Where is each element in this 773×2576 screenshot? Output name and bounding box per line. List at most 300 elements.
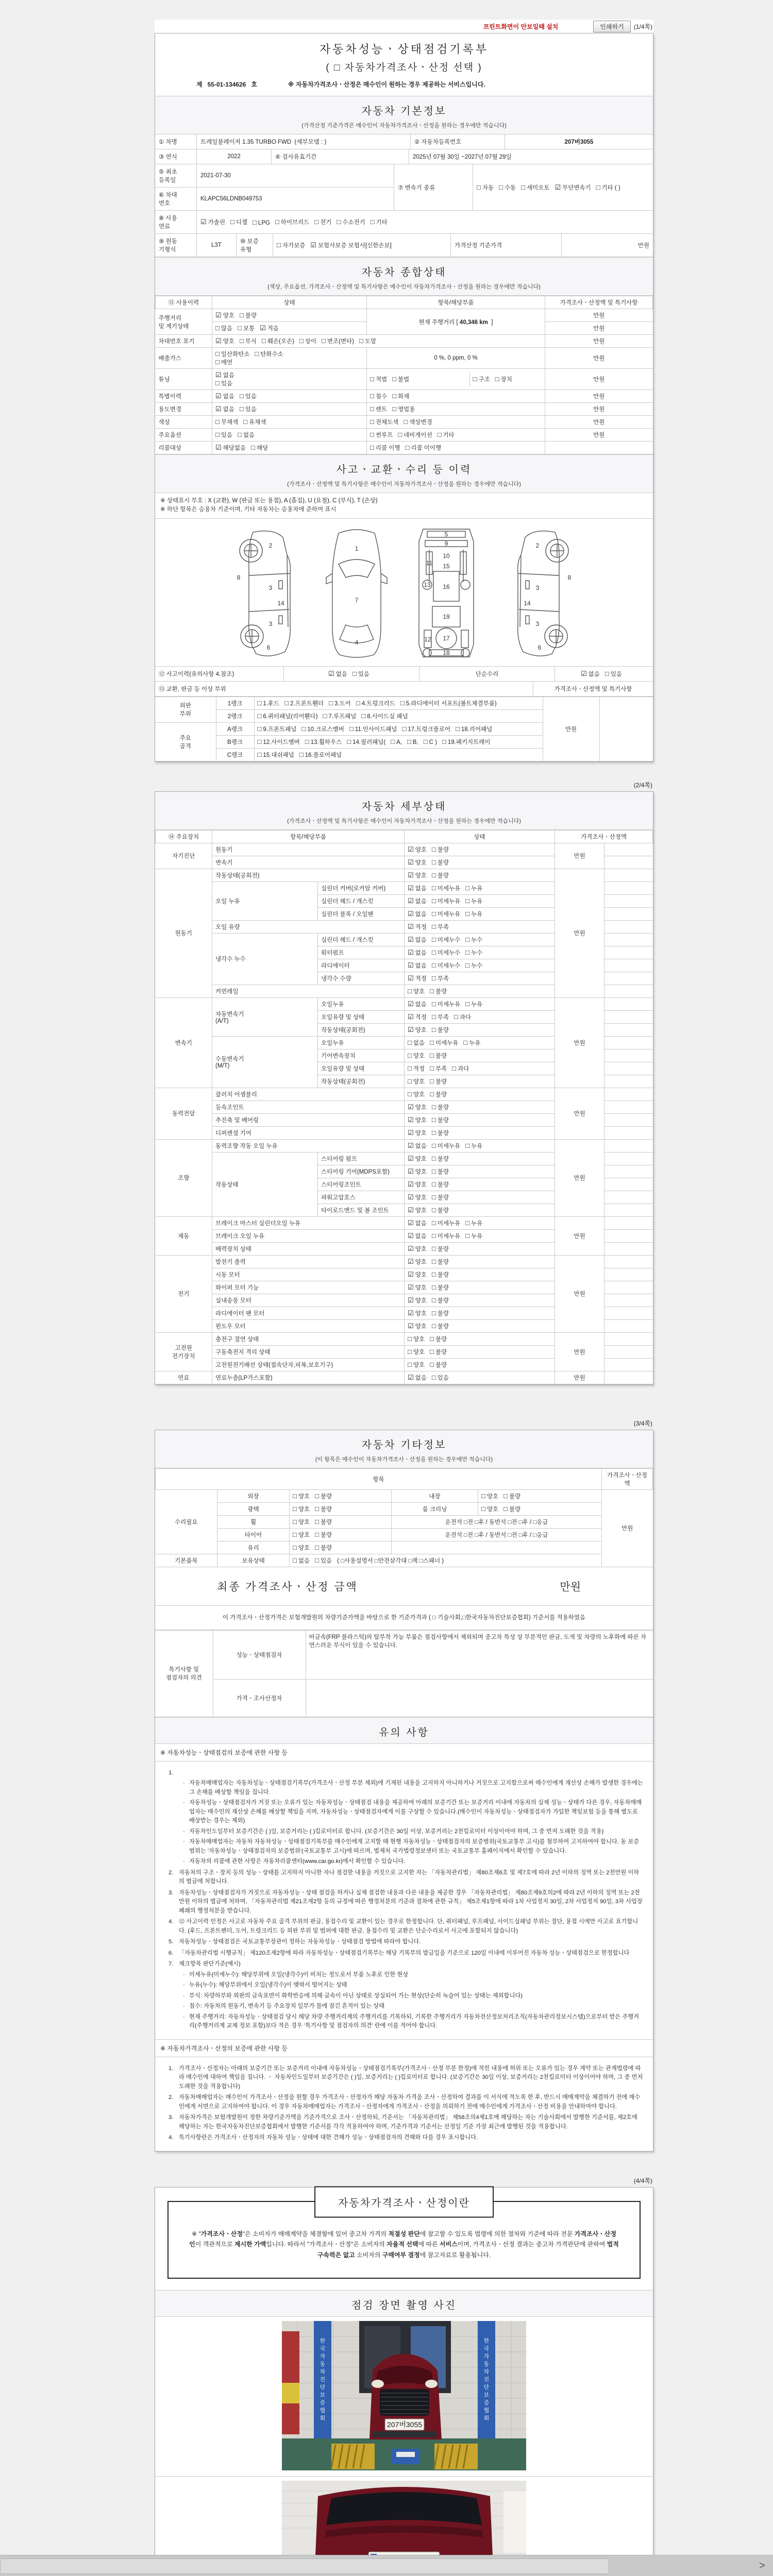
row-emission [156, 348, 653, 369]
row-label: 용도변경 [156, 403, 212, 416]
row-label: 배출가스 [156, 348, 212, 369]
price-cell: 만원 [555, 997, 604, 1088]
checkbox-unchecked: □ 수동 [499, 183, 516, 191]
svg-text:동: 동 [483, 2361, 490, 2368]
doc-no-suffix: 호 [251, 81, 257, 88]
diagram-number-13: 13 [424, 581, 431, 588]
field-label-year: ③ 연식 [155, 149, 197, 164]
legal-bullet: · 자동차성능ㆍ상태점검자가 거짓 또는 오류가 있는 자동차성능ㆍ상태점검 내용을 제공하여 아래의 보증기간 또는 보증거리 이내에 자동차의 실제 성능ㆍ상태가 다른 경우, 자동차매매업자는 매수인의 재산상 손해를 배상할 책임을 지며, 자동차성능ㆍ상태점검자에게 이를 구상할 수 있습니다.(매수인이 자동차성능ㆍ상태점검자가 가입한 책임보험 등을 통해 별도로 배상받는 경우는 제외) [183, 1800, 642, 1824]
checkbox-checked: ☑ 양호 [408, 1283, 427, 1291]
appraisal-cell [604, 1036, 653, 1049]
appraisal-cell [604, 843, 653, 856]
checkbox-unchecked: □ 불량 [315, 1492, 332, 1500]
checkbox-unchecked: □ 썬루프 [370, 431, 393, 438]
sub-item-label: 오일누유 [318, 997, 405, 1010]
checkbox-unchecked: □ 과다 [452, 1064, 469, 1072]
price-basis-note: 이 가격조사ㆍ산정가격은 보험개발원의 차량기준가액을 바탕으로 한 기준가격과 ( □ 기술사회,□한국자동차진단보증협회) 기준서를 적용하였음 [155, 1606, 653, 1630]
price-cell: 만원 [602, 1489, 653, 1567]
item-label: 윈도우 모터 [212, 1319, 405, 1332]
checkbox-checked: ☑ 없음 [408, 948, 427, 956]
checkbox-unchecked: □ 불량 [431, 1257, 449, 1265]
other-opts-a [290, 1502, 392, 1515]
appraisal-cell [604, 907, 653, 920]
checkbox-unchecked: □ 세미오토 [521, 183, 550, 191]
device-group-전기: 전기 [156, 1255, 212, 1332]
checkbox-unchecked: □ 불량 [431, 1206, 449, 1214]
doc-no: 55-01-134626 [207, 80, 246, 88]
diagram-number-14: 14 [277, 599, 284, 607]
diagram-number-7: 7 [355, 596, 359, 604]
appraisal-cell [604, 1371, 653, 1384]
checkbox-unchecked: □ 부족 [431, 974, 449, 982]
checkbox-unchecked: □ 양호 [408, 1347, 425, 1355]
simple-repair-opts [555, 667, 653, 682]
inspector-opinion: 비금속(FRP 플라스틱)의 탈부착 가능 부품은 점검사항에서 제외되며 중고차 특성 상 부분적인 판금, 도색 및 차량의 노후화에 따른 자연스러운 부식이 있을 수 있습니다. [306, 1630, 653, 1679]
col-header-price: 가격조사ㆍ산정액 및 특기사항 [545, 296, 653, 309]
item-label: 배력장치 상태 [212, 1242, 405, 1255]
diagram-number-3: 3 [535, 620, 540, 628]
appraisal-cell [604, 1088, 653, 1100]
row-label: 리콜대상 [156, 442, 212, 454]
recall-status [212, 442, 367, 454]
item-state [405, 1345, 555, 1358]
checkbox-unchecked: □ 보통 [238, 324, 255, 332]
checkbox-checked: ☑ 양호 [408, 1103, 427, 1111]
checkbox-checked: ☑ 양호 [408, 1321, 427, 1330]
checkbox-unchecked: □ 기타 ( ) [596, 183, 620, 191]
sub-item-label: 실린더 커버(로커암 커버) [318, 882, 405, 894]
diagram-number-6: 6 [266, 643, 271, 651]
checkbox-checked: ☑ 양호 [408, 1270, 427, 1278]
overall-header-row [156, 296, 653, 309]
appraiser-label: 가격ㆍ조사산정자 [213, 1679, 306, 1717]
appraisal-cell [604, 1307, 653, 1319]
appraisal-cell [604, 1126, 653, 1139]
detail-row [156, 1371, 653, 1384]
checkbox-unchecked: □ 양호 [408, 1360, 425, 1368]
checkbox-unchecked: □ 양호 [293, 1530, 310, 1538]
row-label: 색상 [156, 416, 212, 429]
row-label: 특별이력 [156, 390, 212, 403]
perf-warranty-header: ※ 자동차성능ㆍ상태점검의 보증에 관한 사항 등 [155, 1744, 653, 1761]
rank1-label: 1랭크 [216, 697, 254, 709]
item-state [405, 1281, 555, 1294]
item-state [405, 1075, 555, 1088]
rankC-items [254, 748, 543, 761]
report-page-3 [155, 1430, 653, 2151]
checkbox-checked: ☑ 양호 [408, 1128, 427, 1137]
vin-marking-opts [212, 335, 545, 348]
item-label: 디퍼렌셜 기어 [212, 1126, 405, 1139]
col-header-price: 가격조사ㆍ산정액 [555, 830, 653, 843]
item-label: 충전구 절연 상태 [212, 1332, 405, 1345]
diagram-number-8: 8 [237, 573, 241, 581]
diagram-side-left [233, 524, 311, 662]
item-state [405, 972, 555, 985]
price-cell: 만원 [555, 1332, 604, 1371]
legal-bullet: · 침수: 자동차의 원동기, 변속기 등 주요장치 일부가 물에 잠긴 흔적이 있는 상태 [183, 2003, 385, 2010]
checkbox-unchecked: □ 기타 [370, 218, 388, 226]
sub-item-label: 워터펌프 [318, 946, 405, 959]
svg-text:보: 보 [483, 2392, 490, 2399]
detail-state-table [155, 830, 653, 1384]
sub-item-label: 기어변속장치 [318, 1049, 405, 1062]
appraisal-cell [604, 933, 653, 946]
checkbox-unchecked: □ 양호 [293, 1517, 310, 1526]
row-special [156, 390, 653, 403]
field-label-first-reg: ⑤ 최초 등록일 [155, 164, 197, 188]
checkbox-unchecked: □ 양호 [481, 1492, 499, 1500]
appraisal-cell [604, 1255, 653, 1268]
checkbox-unchecked: □ 양호 [408, 1051, 425, 1059]
checkbox-unchecked: □ 양호 [408, 1090, 425, 1098]
mileage-current: 현재 주행거리 [ 40,346 km ] [367, 309, 545, 335]
detail-row [156, 1332, 653, 1345]
legal-bullet: · 부식: 차량하부와 외판의 금속표면이 화학반응에 의해 금속이 아닌 상태로 상실되어 가는 현상(단순히 녹슬어 있는 상태는 제외합니다) [183, 1992, 523, 1999]
checkbox-unchecked: □ 누유 [463, 1038, 481, 1046]
diagram-number-9: 9 [444, 539, 448, 547]
checkbox-unchecked: □ 불량 [431, 1244, 449, 1252]
sub-item-label: 라디에이터 [318, 959, 405, 972]
checkbox-checked: ☑ 없음 [408, 1373, 427, 1381]
legal-item: 3. 자동차성능ㆍ상태점검자가 거짓으로 자동차성능ㆍ상태 점검을 하거나 실제 점검한 내용과 다른 내용을 제공한 경우 「자동차관리법」 제80조제9호의2에 따라 2년 이하의 징역 또는 2천만원 이하의 벌금에 처하며, 「자동차관리법 제21조제2항 등의 규정에 따른 행정처분의 기준과 절차에 관한 규칙」 제5조제1항에 따라 1차 사업정지 30일, 2차 사업정지 90일, 3차 사업장 폐쇄의 행정처분을 받습니다. [169, 1889, 643, 1914]
item-state [405, 1178, 555, 1191]
appraisal-cell [604, 1268, 653, 1281]
checkbox-unchecked: □ 미세누유 [431, 884, 461, 892]
row-label: 차대번호 표기 [156, 335, 212, 348]
checkbox-unchecked: □ 3.도어 [329, 699, 351, 707]
item-label: 자동변속기 (A/T) [212, 997, 318, 1036]
panel-frame-table [155, 697, 653, 761]
col-header-item: 항목/해당부품 [367, 296, 545, 309]
final-price-row [155, 1567, 653, 1606]
price-cell: 만원 [555, 1088, 604, 1139]
checkbox-checked: ☑ 없음 [408, 961, 427, 969]
checkbox-unchecked: □ 적법 [370, 375, 388, 383]
checkbox-checked: ☑ 보험사보증 보험사[신한손보] [310, 241, 392, 249]
section-title: 유의 사항 [379, 1726, 429, 1738]
install-notice-link[interactable]: 프린트화면이 안보일때 설치 [483, 23, 559, 30]
price-cell: 만원 [545, 416, 653, 429]
sub-item-label: 스티어링조인트 [318, 1178, 405, 1191]
checkbox-checked: ☑ 양호 [215, 337, 234, 345]
item-state [405, 1216, 555, 1229]
appraisal-cell [604, 1294, 653, 1307]
options-status [212, 429, 367, 442]
checkbox-unchecked: □ 부족 [430, 1064, 447, 1072]
accident-history-row [155, 667, 653, 697]
checkbox-unchecked: □ 구조 [473, 375, 490, 383]
sub-item-label: 오일누유 [318, 1036, 405, 1049]
rankA-label: A랭크 [216, 722, 254, 735]
checkbox-unchecked: □ 13.휠하우스 [305, 737, 342, 745]
checkbox-checked: ☑ 양호 [408, 845, 427, 853]
checkbox-unchecked: □ 장치 [495, 375, 512, 383]
remarks-group-label: 특기사항 및 점검자의 의견 [155, 1630, 213, 1717]
checkbox-checked: ☑ 양호 [408, 1115, 427, 1124]
section-title: 점검 장면 촬영 사진 [351, 2300, 457, 2312]
sub-item-label: 냉각수 수량 [318, 972, 405, 985]
legal-item: 4. ⑫ 사고이력 인정은 사고로 자동차 주요 골격 부위의 판금, 용접수리 및 교환이 있는 경우로 한정합니다. 단, 쿼터패널, 루프패널, 사이드실패널 부위는 절단, 용접 시에만 사고로 표기합니다. (후드, 프론트펜더, 도어, 트렁크리드 등 외판 부위 및 범퍼에 대한 판금, 용접수리 및 교환은 단순수리로서 사고에 포함되지 않습니다) [169, 1919, 638, 1934]
item-state [405, 1088, 555, 1100]
checkbox-checked: ☑ 없음 [408, 884, 427, 892]
rank2-items [254, 709, 543, 722]
checkbox-unchecked: □ 2.프론트휀더 [284, 699, 324, 707]
checkbox-unchecked: □ 미세누유 [431, 896, 461, 905]
item-state [405, 1358, 555, 1371]
checkbox-unchecked: □ 불량 [315, 1504, 332, 1513]
price-cell: 만원 [545, 348, 653, 369]
field-label-car-name: ① 차명 [155, 134, 197, 149]
horizontal-scrollbar[interactable] [0, 2555, 773, 2576]
checkbox-unchecked: □ 없음 [408, 1038, 425, 1046]
emission-values: 0 %, 0 ppm, 0 % [367, 348, 545, 369]
item-state [405, 1319, 555, 1332]
other-opts-b [478, 1489, 602, 1502]
accident-history-opts [284, 667, 419, 682]
item-label: 작동상태(공회전) [212, 869, 405, 882]
checkbox-unchecked: □ 디젤 [230, 218, 248, 226]
mileage-status-2 [212, 322, 367, 335]
svg-text:국: 국 [483, 2346, 490, 2352]
section-title: 자동차 세부상태 [361, 801, 447, 812]
item-state [405, 997, 555, 1010]
row-label: 튜닝 [156, 369, 212, 390]
appraisal-cell [604, 1139, 653, 1152]
price-appraisal-explain-box [167, 2197, 641, 2279]
hold-state-opts [290, 1554, 602, 1567]
field-value-car-name: 트레일블레이저 1.35 TURBO FWD (세부모델 : ) [197, 134, 411, 149]
row-label: 주요옵션 [156, 429, 212, 442]
checkbox-unchecked: □ 일산화탄소 [215, 350, 250, 358]
checkbox-unchecked: □ 화재 [392, 392, 410, 400]
svg-text:증: 증 [483, 2400, 490, 2406]
legal-bullet: · 자동차매매업자는 자동차성능ㆍ상태점검기록부(가격조사ㆍ산정 부분 제외)에 기재된 내용을 고지하지 아니하거나 거짓으로 고지함으로써 매수인에게 재산상 손해가 발생한 경우에는 그 손해를 배상할 책임을 집니다. [183, 1780, 643, 1795]
checkbox-unchecked: □ 불량 [431, 1270, 449, 1278]
checkbox-unchecked: □ 미세누유 [431, 909, 461, 918]
field-value-validity: 2025년 07월 30일 ~2027년 07월 29일 [409, 149, 653, 164]
checkbox-unchecked: □ 부족 [431, 1012, 449, 1021]
appraisal-cell [604, 1152, 653, 1165]
other-wide-cell: 운전석 □전 □후 / 동반석 □전 □후 / □응급 [392, 1528, 602, 1541]
price-warranty-header: ※ 자동차가격조사ㆍ산정의 보증에 관한 사항 등 [155, 2040, 653, 2057]
col-header-item: 항목/해당부품 [212, 830, 405, 843]
checkbox-unchecked: □ 불량 [431, 1283, 449, 1291]
device-group-연료: 연료 [156, 1371, 212, 1384]
checkbox-unchecked: □ 불량 [430, 1051, 447, 1059]
car-damage-diagram [155, 519, 653, 667]
checkbox-unchecked: □ 19.패키지트레이 [442, 737, 491, 745]
item-label: 실내송풍 모터 [212, 1294, 405, 1307]
checkbox-unchecked: □ 불량 [430, 1347, 447, 1355]
checkbox-checked: ☑ 양호 [408, 1180, 427, 1188]
item-state [405, 1100, 555, 1113]
other-info-table [155, 1468, 653, 1567]
field-value-base-price-unit: 만원 [562, 234, 653, 257]
accident-note-2: ※ 하단 항목은 승용차 기준이며, 기타 자동차는 승용차에 준하여 표시 [160, 506, 337, 513]
color-status [212, 416, 367, 429]
sub-item-label: 오일유량 및 상태 [318, 1062, 405, 1075]
col-header-item: 항목 [156, 1468, 602, 1489]
checkbox-checked: ☑ 양호 [408, 871, 427, 879]
checkbox-unchecked: □ 누수 [465, 961, 483, 969]
legal-bullet: · 현재 주행거리: 자동차성능ㆍ상태점검 당시 해당 차량 주행거리계의 주행거리를 기록하되, 기록한 주행거리가 자동차전산정보처리조직(자동차관리정보시스템)으로부터 받은 주행거리(주행거리계 교체 정보 포함)보다 적은 경우 '특기사항 및 점검자의 의견' 란에 이를 적어야 합니다. [183, 2013, 640, 2029]
checkbox-unchecked: □ B, [407, 737, 418, 745]
checkbox-checked: ☑ 양호 [408, 1309, 427, 1317]
checkbox-unchecked: □ 미세누유 [431, 1231, 461, 1240]
basic-items-label: 기본품목 [156, 1554, 217, 1567]
section-photos-header [155, 2290, 653, 2317]
print-button[interactable]: 인쇄하기 [593, 21, 630, 32]
detail-row [156, 1255, 653, 1268]
checkbox-unchecked: □ 불량 [430, 1090, 447, 1098]
item-label: 원동기 [212, 843, 405, 856]
section-subtitle: (가격산정 기준가격은 매수인이 자동차가격조사ㆍ산정을 원하는 경우에만 적습니다) [301, 123, 507, 129]
section-title: 자동차 기본정보 [361, 106, 447, 117]
checkbox-checked: ☑ 없음 [408, 1141, 427, 1149]
checkbox-checked: ☑ 양호 [408, 1296, 427, 1304]
checkbox-unchecked: □ 누유 [465, 1231, 483, 1240]
field-label-base-price: 가격산정 기준가격 [451, 234, 562, 257]
other-item-a: 휠 [217, 1515, 290, 1528]
item-label: 발전기 출력 [212, 1255, 405, 1268]
svg-text:동: 동 [320, 2361, 326, 2368]
item-label: 브레이크 마스터 실린더오일 누유 [212, 1216, 405, 1229]
price-cell [545, 442, 653, 454]
legal-bullet: · 자동차인도일부터 보증기간은 ( )일, 보증거리는 ( )킬로미터로 합니다. (보증기간은 30일 이상, 보증거리는 2천킬로미터 이상이어야 하며, 그 중 먼저 도래한 것을 적용) [183, 1828, 604, 1835]
device-group-변속기: 변속기 [156, 997, 212, 1088]
checkbox-unchecked: □ 불량 [430, 987, 447, 995]
field-label-warranty: ⑩ 보증 유형 [237, 234, 273, 257]
checkbox-unchecked: □ 7.루프패널 [323, 711, 357, 720]
checkbox-unchecked: □ 해당 [251, 444, 268, 451]
checkbox-checked: ☑ 없음 [408, 896, 427, 905]
checkbox-unchecked: □ 불량 [430, 1077, 447, 1085]
legal-item: 5. 자동차성능ㆍ상태점검은 국토교통부장관이 정하는 자동차성능ㆍ상태점검 방법에 따라야 합니다. [169, 1939, 421, 1945]
special-status [212, 390, 367, 403]
other-opts-a [290, 1541, 392, 1554]
checkbox-checked: ☑ 양호 [408, 1244, 427, 1252]
checkbox-unchecked: □ 불량 [431, 1321, 449, 1330]
checkbox-unchecked: □ 상이 [299, 337, 316, 345]
item-label: 오일 누유 [212, 882, 318, 920]
svg-text:회: 회 [483, 2415, 490, 2422]
report-page-4 [155, 2187, 653, 2576]
scroll-right-arrow-icon[interactable]: > [759, 2560, 765, 2571]
checkbox-unchecked: □ 있음 [239, 392, 257, 400]
document-subtitle: ( □ 자동차가격조사ㆍ산정 선택 ) [326, 62, 482, 73]
appraisal-cell [604, 1191, 653, 1204]
other-opts-a [290, 1489, 392, 1502]
checkbox-checked: ☑ 없음 [215, 371, 234, 379]
checkbox-unchecked: □ 기타 [437, 431, 455, 438]
checkbox-unchecked: □ 5.라디에이터 서포트(볼트체결부품) [400, 699, 497, 707]
legal-item: 1. 가격조사ㆍ산정자는 아래의 보증기간 또는 보증거리 이내에 자동차성능ㆍ상태점검기록부(가격조사ㆍ산정 부분 한정)에 적힌 내용에 허위 또는 오류가 있는 경우 계약 또는 관계법령에 따라 매수인에 대하여 책임을 집니다. ㆍ 자동차인도일부터 보증기간은 ( )일, 보증거리는 ( )킬로미터로 합니다. (보증기간은 30일 이상, 보증거리는 2천킬로미터 이상이어야 하며, 그 중 먼저 도래한 것을 적용합니다) [169, 2065, 643, 2090]
col-header-state: 상태 [405, 830, 555, 843]
checkbox-checked: ☑ 양호 [215, 311, 234, 319]
checkbox-unchecked: □ 적정 [408, 1064, 425, 1072]
rank1-items [254, 697, 543, 709]
checkbox-unchecked: □ 불량 [431, 1167, 449, 1175]
abnormal-price-header: 가격조사ㆍ산정액 및 특기사항 [533, 682, 653, 697]
checkbox-unchecked: □ 전기 [314, 218, 332, 226]
remarks-row-inspector [155, 1630, 653, 1679]
item-label: 라디에이터 팬 모터 [212, 1307, 405, 1319]
appraisal-cell [604, 882, 653, 894]
legal-bullet: · 미세누유(미세누수): 해당부위에 오일(냉각수)이 비치는 정도로서 부품 노후로 인한 현상 [183, 1971, 409, 1978]
checkbox-unchecked: □ 부족 [431, 922, 449, 930]
price-warranty-items [155, 2057, 653, 2151]
checkbox-unchecked: □ 있음 [215, 431, 233, 438]
options-items [367, 429, 545, 442]
appraisal-cell [604, 972, 653, 985]
final-price-label: 최종 가격조사ㆍ산정 금액 [217, 1581, 358, 1593]
special-items [367, 390, 545, 403]
item-state [405, 856, 555, 869]
report-page-2 [155, 791, 653, 1385]
checkbox-unchecked: □ 전체도색 [370, 418, 399, 426]
item-state [405, 907, 555, 920]
appraisal-cell [604, 856, 653, 869]
checkbox-unchecked: □ 무채색 [215, 418, 239, 426]
hold-tail-text: ( □사용설명서 □안전삼각대 □잭 □스패너 ) [337, 1557, 444, 1564]
item-state [405, 920, 555, 933]
svg-text:자: 자 [320, 2353, 326, 2360]
diagram-number-4: 4 [355, 638, 359, 646]
item-state [405, 1165, 555, 1178]
item-label: 시동 모터 [212, 1268, 405, 1281]
legal-item: 3. 자동차가격은 보험개발원이 정한 차량기준가액을 기준가격으로 조사ㆍ산정하되, 기준서는 「자동차관리법」 제58조의4제1호에 해당하는 자는 기술사회에서 발행한 기준서를, 제2호에 해당하는 자는 한국자동차진단보증협회에서 발행한 기준서를 각각 적용하여야 하며, 기준가격과 기준서는 산정일 기준 가장 최근에 발행된 것을 적용합니다. [169, 2114, 637, 2130]
item-state [405, 1152, 555, 1165]
section-accident-header [155, 454, 653, 493]
checkbox-unchecked: □ 불량 [315, 1530, 332, 1538]
checkbox-unchecked: □ 양호 [293, 1492, 310, 1500]
field-label-transmission: ⑦ 변속기 종류 [394, 164, 473, 211]
diagram-number-5: 5 [444, 530, 448, 538]
checkbox-unchecked: □ 불량 [431, 845, 449, 853]
checkbox-unchecked: □ 없음 [293, 1556, 310, 1564]
diagram-number-15: 15 [443, 562, 450, 570]
field-value-engine-type: L3T [197, 234, 237, 257]
sub-item-label: 작동상태(공회전) [318, 1023, 405, 1036]
svg-text:단: 단 [320, 2384, 326, 2391]
checkbox-unchecked: □ 훼손(오손) [261, 337, 294, 345]
checkbox-unchecked: □ 불량 [431, 1309, 449, 1317]
checkbox-unchecked: □ A, [391, 737, 402, 745]
device-group-고전원전기장치: 고전원 전기장치 [156, 1332, 212, 1371]
checkbox-checked: ☑ 없음 [408, 1231, 427, 1240]
checkbox-unchecked: □ 있음 [604, 669, 622, 677]
item-state [405, 1268, 555, 1281]
col-header-price: 가격조사ㆍ산정액 [602, 1468, 653, 1489]
scrollbar-thumb[interactable] [0, 2558, 609, 2574]
detail-row [156, 843, 653, 856]
item-label: 클러치 어셈블리 [212, 1088, 405, 1100]
checkbox-unchecked: □ 불량 [431, 1296, 449, 1304]
svg-text:증: 증 [320, 2400, 326, 2406]
photo-front-svg [282, 2321, 526, 2470]
recall-items [367, 442, 545, 454]
tuning-items [367, 369, 545, 390]
appraisal-cell [604, 946, 653, 959]
field-value-first-reg: 2021-07-30 [197, 164, 394, 188]
checkbox-unchecked: □ 불량 [431, 1115, 449, 1124]
other-row-타이어 [156, 1528, 653, 1541]
checkbox-unchecked: □ 자가보증 [277, 241, 306, 249]
appraisal-cell [604, 1345, 653, 1358]
document-header [155, 33, 653, 96]
checkbox-unchecked: □ 12.사이드멤버 [257, 737, 300, 745]
